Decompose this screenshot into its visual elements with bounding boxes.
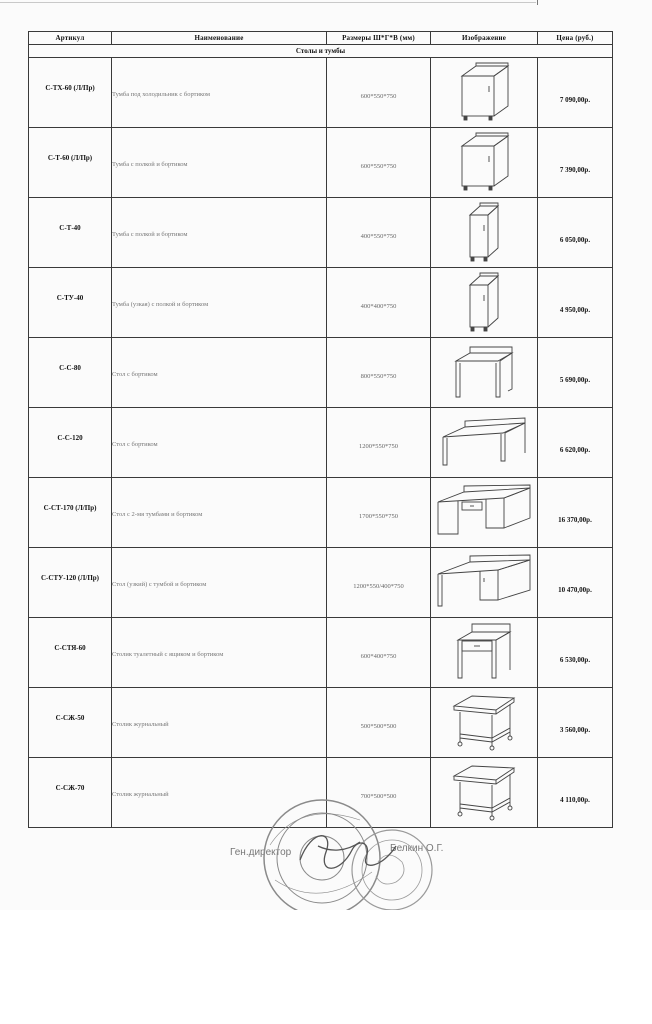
- article-cell: [29, 758, 112, 828]
- cabinet-narrow-icon: [431, 271, 537, 335]
- price-text: 16 370,00р.: [558, 516, 592, 524]
- image-cell: [431, 548, 538, 618]
- name-cell: [112, 198, 327, 268]
- price-cell: [538, 548, 613, 618]
- size-text: 600*550*750: [360, 163, 397, 170]
- price-cell: [538, 198, 613, 268]
- handwritten-signature-icon: [300, 836, 396, 869]
- article-cell: [29, 688, 112, 758]
- name-text: Стол с бортиком: [112, 441, 158, 448]
- header-size: Размеры Ш*Г*В (мм): [327, 32, 431, 45]
- name-cell: [112, 128, 327, 198]
- price-text: 6 530,00р.: [559, 656, 591, 664]
- table-header-row: [29, 32, 613, 45]
- header-price: Цена (руб.): [538, 32, 613, 45]
- size-cell: [327, 758, 431, 828]
- image-cell: [431, 128, 538, 198]
- price-text: 4 110,00р.: [560, 796, 590, 804]
- article-text: С-СЖ-70: [55, 783, 85, 792]
- image-cell: [431, 198, 538, 268]
- desk-one-cabinet-icon: [431, 554, 537, 612]
- size-text: 1200*550/400*750: [353, 583, 404, 590]
- article-text: С-ТУ-40: [56, 293, 84, 302]
- cabinet-wide-icon: [431, 62, 537, 124]
- article-cell: [29, 338, 112, 408]
- price-text: 5 690,00р.: [559, 376, 591, 384]
- article-cell: [29, 128, 112, 198]
- size-text: 500*500*500: [360, 723, 397, 730]
- article-cell: [29, 58, 112, 128]
- article-text: С-СТУ-120 (Л/Пр): [41, 573, 99, 582]
- price-cell: [538, 478, 613, 548]
- round-stamp-icon: [352, 830, 432, 910]
- signature-name: Белкин О.Г.: [390, 843, 444, 854]
- name-text: Тумба под холодильник с бортиком: [112, 91, 211, 98]
- table-row: [29, 198, 613, 268]
- size-cell: [327, 198, 431, 268]
- size-text: 400*550*750: [360, 233, 397, 240]
- table-row: [29, 688, 613, 758]
- price-cell: [538, 618, 613, 688]
- table-small-icon: [431, 345, 537, 401]
- price-cell: [538, 58, 613, 128]
- size-cell: [327, 128, 431, 198]
- desk-two-cabinets-icon: [431, 484, 537, 542]
- name-text: Столик туалетный с ящиком и бортиком: [112, 651, 224, 658]
- cabinet-wide-icon: [431, 132, 537, 194]
- article-text: С-С-80: [59, 363, 81, 372]
- section-title: Столы и тумбы: [29, 45, 613, 58]
- price-text: 10 470,00р.: [558, 586, 592, 594]
- table-row: [29, 408, 613, 478]
- image-cell: [431, 408, 538, 478]
- image-cell: [431, 758, 538, 828]
- price-text: 6 620,00р.: [559, 446, 591, 454]
- name-text: Тумба с полкой и бортиком: [112, 231, 188, 238]
- table-row: [29, 758, 613, 828]
- image-cell: [431, 268, 538, 338]
- price-text: 3 560,00р.: [559, 726, 591, 734]
- name-cell: [112, 268, 327, 338]
- article-text: С-СЖ-50: [55, 713, 85, 722]
- size-text: 600*550*750: [360, 93, 397, 100]
- name-text: Столик журнальный: [112, 721, 169, 728]
- article-text: С-Т-40: [59, 223, 81, 232]
- header-image: Изображение: [431, 32, 538, 45]
- price-text: 4 950,00р.: [559, 306, 591, 314]
- price-cell: [538, 268, 613, 338]
- signature-position: Ген.директор: [230, 847, 292, 858]
- table-row: [29, 548, 613, 618]
- name-text: Стол (узкий) с тумбой и бортиком: [112, 581, 207, 588]
- image-cell: [431, 58, 538, 128]
- article-cell: [29, 268, 112, 338]
- name-cell: [112, 758, 327, 828]
- name-text: Стол с бортиком: [112, 371, 158, 378]
- top-rule: [0, 2, 536, 3]
- size-cell: [327, 268, 431, 338]
- article-text: С-СТЯ-60: [54, 643, 86, 652]
- name-text: Столик журнальный: [112, 791, 169, 798]
- article-text: С-СТ-170 (Л/Пр): [43, 503, 97, 512]
- name-cell: [112, 408, 327, 478]
- name-cell: [112, 478, 327, 548]
- table-row: [29, 338, 613, 408]
- price-text: 7 090,00р.: [559, 96, 591, 104]
- size-cell: [327, 688, 431, 758]
- size-text: 400*400*750: [360, 303, 397, 310]
- size-cell: [327, 548, 431, 618]
- table-row: [29, 58, 613, 128]
- size-text: 600*400*750: [360, 653, 397, 660]
- price-cell: [538, 128, 613, 198]
- table-long-icon: [431, 417, 537, 469]
- name-cell: [112, 618, 327, 688]
- section-row: [29, 45, 613, 58]
- image-cell: [431, 478, 538, 548]
- article-cell: [29, 408, 112, 478]
- price-table: [28, 31, 613, 828]
- coffee-table-icon: [431, 762, 537, 824]
- name-text: Тумба (узкая) с полкой и бортиком: [112, 301, 209, 308]
- image-cell: [431, 338, 538, 408]
- cabinet-narrow-icon: [431, 201, 537, 265]
- price-cell: [538, 338, 613, 408]
- article-cell: [29, 618, 112, 688]
- size-text: 800*550*750: [360, 373, 397, 380]
- size-cell: [327, 58, 431, 128]
- table-row: [29, 268, 613, 338]
- name-cell: [112, 688, 327, 758]
- article-cell: [29, 548, 112, 618]
- article-text: С-Т-60 (Л/Пр): [47, 153, 93, 162]
- price-cell: [538, 688, 613, 758]
- size-cell: [327, 408, 431, 478]
- name-text: Тумба с полкой и бортиком: [112, 161, 188, 168]
- price-text: 7 390,00р.: [559, 166, 591, 174]
- table-row: [29, 618, 613, 688]
- table-row: [29, 128, 613, 198]
- size-cell: [327, 618, 431, 688]
- coffee-table-icon: [431, 692, 537, 754]
- image-cell: [431, 688, 538, 758]
- header-name: Наименование: [112, 32, 327, 45]
- article-cell: [29, 478, 112, 548]
- size-text: 1700*550*750: [359, 513, 398, 520]
- image-cell: [431, 618, 538, 688]
- price-cell: [538, 758, 613, 828]
- name-cell: [112, 338, 327, 408]
- price-text: 6 050,00р.: [559, 236, 591, 244]
- vanity-table-icon: [431, 622, 537, 684]
- header-article: Артикул: [29, 32, 112, 45]
- size-text: 1200*550*750: [359, 443, 398, 450]
- size-text: 700*500*500: [360, 793, 397, 800]
- table-row: [29, 478, 613, 548]
- top-tick: [537, 0, 538, 5]
- size-cell: [327, 338, 431, 408]
- article-text: С-С-120: [57, 433, 83, 442]
- article-text: С-ТХ-60 (Л/Пр): [45, 83, 95, 92]
- name-cell: [112, 58, 327, 128]
- price-cell: [538, 408, 613, 478]
- name-cell: [112, 548, 327, 618]
- name-text: Стол с 2-мя тумбами и бортиком: [112, 511, 203, 518]
- article-cell: [29, 198, 112, 268]
- size-cell: [327, 478, 431, 548]
